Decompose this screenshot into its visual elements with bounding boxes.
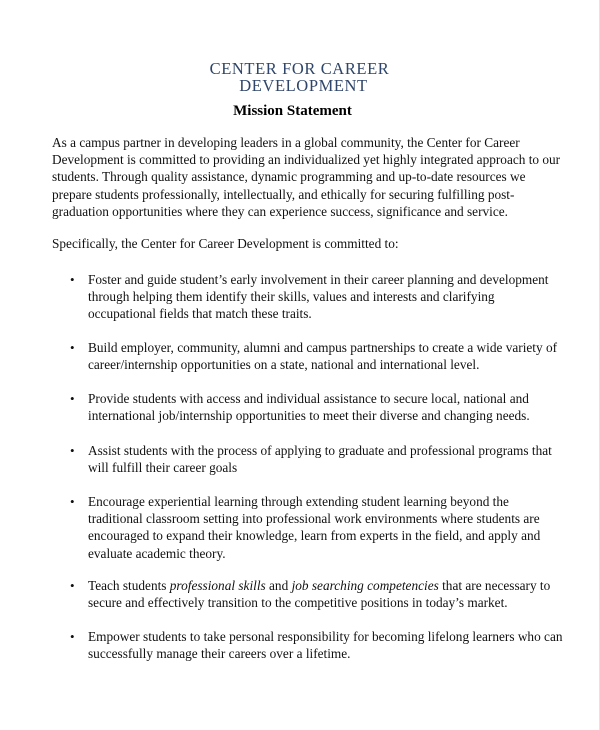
- list-item-text: Foster and guide student’s early involvement in their career planning and development through helping them identify their skills, values and interests and clarifying occupational fields that match these traits.: [88, 272, 549, 322]
- lead-in-sentence: Specifically, the Center for Career Development is committed to:: [52, 236, 399, 251]
- list-item-text-end: that are necessary to secure and effectively transition to the competitive positions in today’s market.: [88, 578, 551, 611]
- list-item: [70, 628, 563, 662]
- bullet-icon: •: [70, 391, 75, 406]
- list-item-text: Encourage experiential learning through extending student learning beyond the traditional classroom setting into professional work environments where students are encouraged to expand their knowledge, learn from experts in the field, and apply and evaluate academic theory.: [88, 494, 541, 561]
- emphasis-job-searching-competencies: job searching competencies: [291, 578, 439, 593]
- list-item-text: Build employer, community, alumni and campus partnerships to create a wide variety of career/internship opportunities on a state, national and international level.: [88, 340, 558, 373]
- org-name-line-1: CENTER FOR CAREER: [209, 59, 390, 78]
- list-item-text-start: Teach students: [88, 578, 170, 593]
- document-header: [0, 60, 599, 120]
- bullet-icon: •: [70, 272, 75, 287]
- bullet-icon: •: [70, 340, 75, 355]
- bullet-icon: •: [70, 578, 75, 593]
- list-item: [70, 577, 563, 611]
- list-item: [70, 493, 563, 562]
- list-item: [70, 339, 563, 373]
- intro-paragraph: As a campus partner in developing leaders in a global community, the Center for Career Development is committed to providing an individualized yet highly integrated approach to our students. Through quality assistance, dynamic programming and up-to-date resources we prepare students professionally, intellectually, and ethically for securing fulfilling post-graduation opportunities where they can experience success, significance and service.: [52, 135, 561, 219]
- list-item-text-middle: and: [265, 578, 292, 593]
- list-item: [70, 442, 563, 476]
- org-name-line-2: DEVELOPMENT: [239, 76, 368, 95]
- list-item-text: Empower students to take personal responsibility for becoming lifelong learners who can successfully manage their careers over a lifetime.: [88, 629, 563, 662]
- list-item: [70, 271, 563, 323]
- list-item-text: Provide students with access and individual assistance to secure local, national and international job/internship opportunities to meet their diverse and changing needs.: [88, 391, 530, 424]
- bullet-icon: •: [70, 443, 75, 458]
- emphasis-professional-skills: professional skills: [169, 578, 266, 593]
- bullet-icon: •: [70, 494, 75, 509]
- bullet-icon: •: [70, 629, 75, 644]
- list-item-text: Assist students with the process of applying to graduate and professional programs that will fulfill their career goals: [88, 443, 552, 476]
- list-item: [70, 390, 563, 424]
- mission-statement-title: Mission Statement: [233, 103, 352, 119]
